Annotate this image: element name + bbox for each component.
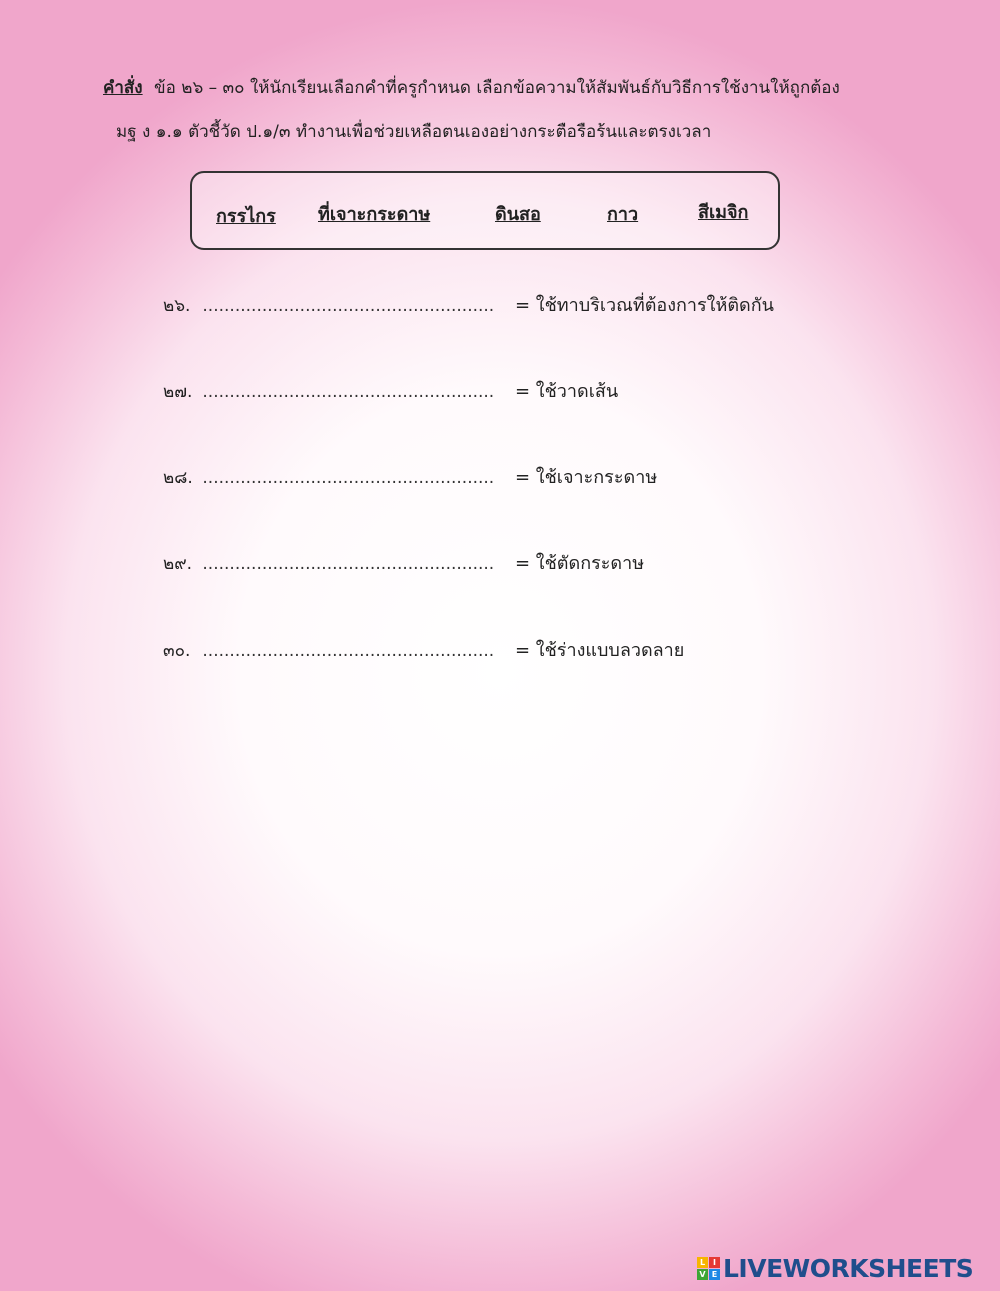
answer-blank-28[interactable]: ......................................................: [202, 468, 495, 488]
question-28-description: = ใช้เจาะกระดาษ: [515, 467, 658, 488]
question-number: ๓๐.: [163, 641, 191, 661]
liveworksheets-logo: [697, 1254, 973, 1283]
word-bank-item-scissors[interactable]: กรรไกร: [216, 206, 276, 227]
standard-line: มฐ ง ๑.๑ ตัวชี้วัด ป.๑/๓ ทำงานเพื่อช่วยเหลือตนเองอย่างกระตือรือร้นและตรงเวลา: [116, 122, 712, 142]
logo-text: LIVEWORKSHEETS: [723, 1254, 974, 1283]
answer-blank-27[interactable]: ......................................................: [202, 382, 495, 402]
question-number: ๒๖.: [163, 296, 191, 316]
word-bank-item-pencil[interactable]: ดินสอ: [495, 204, 541, 225]
logo-squares-icon: [697, 1257, 720, 1280]
logo-square-i: I: [709, 1257, 720, 1268]
question-28: [163, 464, 494, 491]
question-27: [163, 378, 494, 405]
word-bank-item-marker[interactable]: สีเมจิก: [698, 202, 749, 223]
answer-blank-30[interactable]: ......................................................: [202, 641, 495, 661]
answer-blank-26[interactable]: ......................................................: [202, 296, 495, 316]
word-bank-item-hole-punch[interactable]: ที่เจาะกระดาษ: [318, 204, 431, 225]
word-bank: [190, 171, 780, 250]
instruction-label: คำสั่ง: [103, 78, 143, 98]
question-number: ๒๘.: [163, 468, 193, 488]
instruction-line: [103, 74, 840, 101]
question-27-description: = ใช้วาดเส้น: [515, 381, 619, 402]
question-number: ๒๙.: [163, 554, 193, 574]
question-30-description: = ใช้ร่างแบบลวดลาย: [515, 640, 685, 661]
answer-blank-29[interactable]: ......................................................: [202, 554, 495, 574]
question-30: [163, 637, 494, 664]
question-29-description: = ใช้ตัดกระดาษ: [515, 553, 645, 574]
question-number: ๒๗.: [163, 382, 193, 402]
question-26: [163, 292, 494, 319]
instruction-text: ข้อ ๒๖ – ๓๐ ให้นักเรียนเลือกคำที่ครูกำหนด เลือกข้อความให้สัมพันธ์กับวิธีการใช้งานให้ถูกต้อง: [154, 78, 840, 98]
logo-square-l: L: [697, 1257, 708, 1268]
logo-square-e: E: [709, 1269, 720, 1280]
question-29: [163, 550, 494, 577]
word-bank-item-glue[interactable]: กาว: [607, 204, 639, 225]
question-26-description: = ใช้ทาบริเวณที่ต้องการให้ติดกัน: [515, 295, 774, 316]
logo-square-v: V: [697, 1269, 708, 1280]
